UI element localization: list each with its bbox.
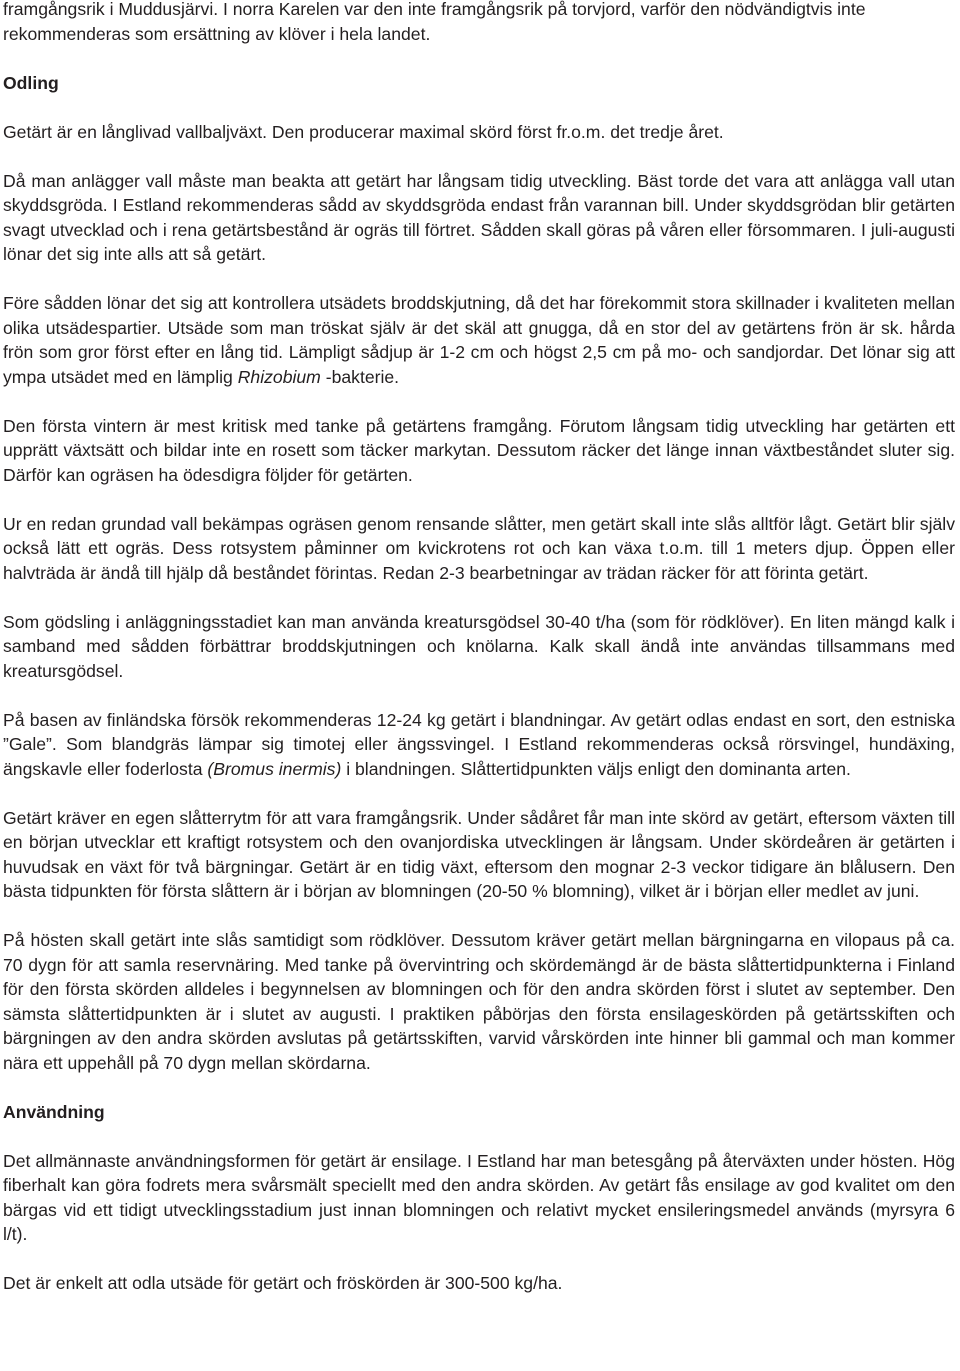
odling-paragraph-4: Den första vintern är mest kritisk med tanke på getärtens framgång. Förutom långsam tidig utveckling har getärten ett upprätt växtsätt och bildar inte en rosett som täcker markytan. Dessutom räcker det länge innan växtbeståndet sluter sig. Därför kan ogräsen ha ödesdigra följder för getärten.: [3, 415, 955, 485]
odling-paragraph-1: Getärt är en långlivad vallbaljväxt. Den producerar maximal skörd först fr.o.m. det tredje året.: [3, 121, 724, 142]
intro-paragraph: framgångsrik i Muddusjärvi. I norra Karelen var den inte framgångsrik på torvjord, varför den nödvändigtvis inte rekommenderas som ersättning av klöver i hela landet.: [3, 0, 866, 44]
odling-paragraph-7-text-b: i blandningen. Slåttertidpunkten väljs enligt den dominanta arten.: [341, 758, 851, 779]
document-page: [3, 0, 955, 1296]
odling-paragraph-8: Getärt kräver en egen slåtterrytm för att vara framgångsrik. Under sådåret får man inte skörd av getärt, eftersom växten till en början utvecklar ett kraftigt rotsystem och den ovanjordiska utvecklingen är långsam. Under skördeåren är getärten i huvudsak en växt för två bärgningar. Getärt är en tidig växt, eftersom den mognar 2-3 veckor tidigare än blålusern. Den bästa tidpunkten för första slåttern är i början av blomningen (20-50 % blomning), vilket är i början eller medlet av juni.: [3, 807, 955, 901]
anvandning-paragraph-1: Det allmännaste användningsformen för getärt är ensilage. I Estland har man betesgång på återväxten under hösten. Hög fiberhalt kan göra fodrets mera svårsmält speciellt med den andra skörden. Av getärt fås ensilage av god kvalitet om den bärgas vid ett tidigt utvecklingsstadium just innan blomningen och relativt mycket ensileringsmedel används (myrsyra 6 l/t).: [3, 1150, 955, 1244]
odling-paragraph-3: [3, 291, 955, 389]
odling-paragraph-3-text-a: Före sådden lönar det sig att kontrollera utsädets broddskjutning, då det har förekommit stora skillnader i kvaliteten mellan olika utsädespartier. Utsäde som man tröskat själv är det skäl att gnugga, då en stor del av getärtens frön är sk. hårda frön som gror först efter en lång tid. Lämpligt sådjup är 1-2 cm och högst 2,5 cm på mo- och sandjordar. Det lönar sig att ympa utsädet med en lämplig: [3, 293, 955, 387]
anvandning-paragraph-2: Det är enkelt att odla utsäde för getärt och fröskörden är 300-500 kg/ha.: [3, 1273, 563, 1293]
odling-paragraph-6: Som gödsling i anläggningsstadiet kan man använda kreatursgödsel 30-40 t/ha (som för rödklöver). En liten mängd kalk i samband med sådden förbättrar broddskjutningen och knölarna. Kalk skall ändå inte användas tillsammans med kreatursgödsel.: [3, 611, 955, 681]
odling-paragraph-9: På hösten skall getärt inte slås samtidigt som rödklöver. Dessutom kräver getärt mellan bärgningarna en vilopaus på ca. 70 dygn för att samla reservnäring. Med tanke på övervintring och skördemängd är de bästa slåttertidpunkterna i Finland för den första skörden alldeles i begynnelsen av blomningen och för den andra skörden först i slutet av september. Den sämsta slåttertidpunkten är i slutet av augusti. I praktiken påbörjas den första ensilageskörden på getärtsskiften och bärgningen av den andra skörden avslutas på getärtsskiften, varvid vårskörden inte hinner bli gammal och man kommer nära ett uppehåll på 70 dygn mellan skördarna.: [3, 930, 955, 1073]
odling-paragraph-2: Då man anlägger vall måste man beakta att getärt har långsam tidig utveckling. Bäst torde det vara att anlägga vall utan skyddsgröda. I Estland rekommenderas sådd av skyddsgröda endast från varannan bill. Under skyddsgrödan blir getärten svagt utvecklad och i rena getärtsbestånd är ogräs till förtret. Sådden skall göras på våren eller försommaren. I juli-augusti lönar det sig inte alls att så getärt.: [3, 170, 955, 264]
odling-paragraph-7: [3, 708, 955, 782]
odling-paragraph-7-species: (Bromus inermis): [207, 758, 342, 779]
odling-paragraph-3-species: Rhizobium: [237, 366, 321, 387]
odling-paragraph-5: Ur en redan grundad vall bekämpas ogräsen genom rensande slåtter, men getärt skall inte slås alltför lågt. Getärt blir själv också lätt ett ogräs. Dess rotsystem påminner om kvickrotens rot och kan växa t.o.m. till 1 meters djup. Öppen eller halvträda är ändå till hjälp då beståndet förintas. Redan 2-3 bearbetningar av trädan räcker för att förinta getärt.: [3, 513, 955, 583]
odling-paragraph-3-text-b: -bakterie.: [320, 366, 400, 387]
section-heading-odling: Odling: [3, 72, 59, 93]
odling-paragraph-7-text-a: På basen av finländska försök rekommenderas 12-24 kg getärt i blandningar. Av getärt odlas endast en sort, den estniska ”Gale”. Som blandgräs lämpar sig timotej eller ängssvingel. I Estland rekommenderas också rörsvingel, hundäxing, ängskavle eller foderlosta: [3, 709, 955, 779]
section-heading-anvandning: Användning: [3, 1101, 105, 1122]
